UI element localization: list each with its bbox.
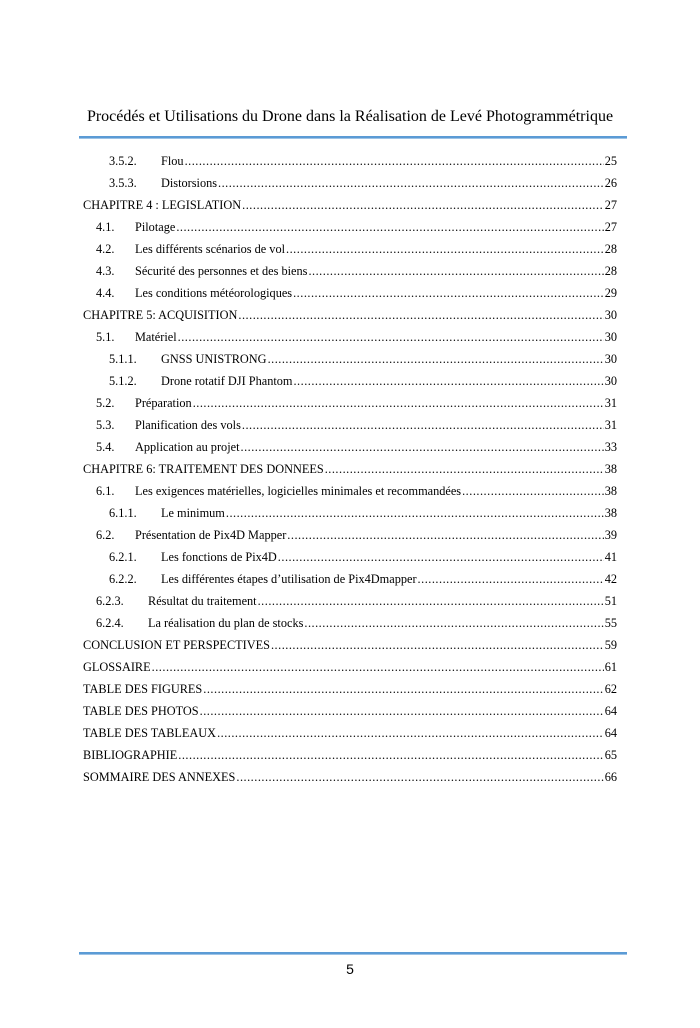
toc-dot-leader	[271, 638, 604, 652]
toc-entry-page: 64	[604, 704, 617, 718]
toc-dot-leader	[293, 374, 603, 388]
toc-entry[interactable]	[83, 564, 617, 586]
toc-entry-number: 4.4.	[96, 286, 115, 300]
toc-dot-leader	[218, 176, 604, 190]
toc-entry-title: Distorsions	[161, 176, 218, 190]
toc-entry-title: SOMMAIRE DES ANNEXES	[83, 770, 236, 784]
toc-entry-title: La réalisation du plan de stocks	[148, 616, 304, 630]
toc-entry-page: 29	[604, 286, 617, 300]
toc-entry-number: 3.5.3.	[109, 176, 137, 190]
toc-entry-title: CHAPITRE 6: TRAITEMENT DES DONNEES	[83, 462, 324, 476]
toc-entry-page: 38	[604, 462, 617, 476]
toc-entry[interactable]	[83, 674, 617, 696]
toc-entry-number: 3.5.2.	[109, 154, 137, 168]
toc-entry-page: 41	[604, 550, 617, 564]
toc-entry-page: 38	[604, 506, 617, 520]
toc-dot-leader	[308, 264, 603, 278]
toc-entry-title: CHAPITRE 4 : LEGISLATION	[83, 198, 242, 212]
toc-entry-page: 31	[604, 418, 617, 432]
toc-entry[interactable]	[83, 322, 617, 344]
toc-entry[interactable]	[83, 344, 617, 366]
toc-entry-title: Flou	[161, 154, 184, 168]
toc-entry-title: Sécurité des personnes et des biens	[135, 264, 308, 278]
toc-entry[interactable]	[83, 146, 617, 168]
toc-entry-page: 28	[604, 242, 617, 256]
toc-entry-page: 61	[604, 660, 617, 674]
toc-dot-leader	[418, 572, 604, 586]
toc-entry-number: 6.2.1.	[109, 550, 137, 564]
toc-entry-title: Le minimum	[161, 506, 225, 520]
toc-entry[interactable]	[83, 234, 617, 256]
toc-dot-leader	[268, 352, 604, 366]
toc-entry[interactable]	[83, 630, 617, 652]
toc-dot-leader	[325, 462, 604, 476]
toc-entry-number: 4.1.	[96, 220, 115, 234]
toc-entry-title: CHAPITRE 5: ACQUISITION	[83, 308, 238, 322]
toc-entry-number: 4.3.	[96, 264, 115, 278]
toc-entry-page: 27	[604, 220, 617, 234]
toc-entry-number: 6.2.4.	[96, 616, 124, 630]
toc-entry-page: 59	[604, 638, 617, 652]
toc-dot-leader	[185, 154, 604, 168]
toc-entry-title: Les différentes étapes d’utilisation de Pix4Dmapper	[161, 572, 417, 586]
toc-entry-title: TABLE DES PHOTOS	[83, 704, 199, 718]
toc-entry-page: 25	[604, 154, 617, 168]
toc-dot-leader	[203, 682, 603, 696]
toc-entry[interactable]	[83, 366, 617, 388]
toc-entry-number: 6.2.2.	[109, 572, 137, 586]
toc-entry-title: CONCLUSION ET PERSPECTIVES	[83, 638, 270, 652]
toc-entry[interactable]	[83, 410, 617, 432]
toc-entry[interactable]	[83, 300, 617, 322]
toc-dot-leader	[176, 220, 603, 234]
toc-entry[interactable]	[83, 696, 617, 718]
toc-dot-leader	[193, 396, 604, 410]
toc-entry-title: Matériel	[135, 330, 177, 344]
toc-entry[interactable]	[83, 652, 617, 674]
toc-entry-number: 5.2.	[96, 396, 115, 410]
toc-entry-title: Préparation	[135, 396, 192, 410]
toc-entry-page: 30	[604, 308, 617, 322]
toc-entry-page: 30	[604, 330, 617, 344]
toc-entry-title: Drone rotatif DJI Phantom	[161, 374, 293, 388]
toc-entry-title: Les exigences matérielles, logicielles minimales et recommandées	[135, 484, 462, 498]
toc-entry[interactable]	[83, 476, 617, 498]
toc-entry-title: Les différents scénarios de vol	[135, 242, 286, 256]
toc-entry[interactable]	[83, 212, 617, 234]
toc-entry[interactable]	[83, 542, 617, 564]
toc-entry-title: Résultat du traitement	[148, 594, 257, 608]
toc-entry-number: 6.1.1.	[109, 506, 137, 520]
toc-dot-leader	[258, 594, 604, 608]
toc-entry-title: Les conditions météorologiques	[135, 286, 293, 300]
toc-entry-page: 30	[604, 374, 617, 388]
toc-dot-leader	[242, 198, 604, 212]
toc-entry[interactable]	[83, 168, 617, 190]
toc-entry-number: 5.1.1.	[109, 352, 137, 366]
toc-dot-leader	[286, 242, 604, 256]
toc-entry[interactable]	[83, 256, 617, 278]
toc-entry-page: 31	[604, 396, 617, 410]
toc-entry-page: 30	[604, 352, 617, 366]
toc-dot-leader	[178, 330, 604, 344]
page-number: 5	[346, 961, 354, 977]
toc-dot-leader	[178, 748, 603, 762]
toc-entry-page: 51	[604, 594, 617, 608]
toc-dot-leader	[241, 440, 604, 454]
toc-entry[interactable]	[83, 762, 617, 784]
toc-entry-page: 33	[604, 440, 617, 454]
toc-entry-page: 62	[604, 682, 617, 696]
toc-entry-number: 5.1.2.	[109, 374, 137, 388]
toc-entry[interactable]	[83, 388, 617, 410]
toc-entry-page: 66	[604, 770, 617, 784]
toc-entry[interactable]	[83, 432, 617, 454]
toc-entry-title: TABLE DES FIGURES	[83, 682, 203, 696]
toc-entry-number: 5.1.	[96, 330, 115, 344]
toc-entry-title: BIBLIOGRAPHIE	[83, 748, 178, 762]
toc-dot-leader	[242, 418, 604, 432]
toc-dot-leader	[293, 286, 604, 300]
toc-entry-title: Planification des vols	[135, 418, 241, 432]
header-rule	[79, 136, 627, 139]
toc-entry-number: 6.2.3.	[96, 594, 124, 608]
toc-entry-number: 5.3.	[96, 418, 115, 432]
toc-dot-leader	[278, 550, 604, 564]
toc-entry-page: 64	[604, 726, 617, 740]
toc-dot-leader	[226, 506, 604, 520]
toc-entry[interactable]	[83, 454, 617, 476]
toc-entry-page: 42	[604, 572, 617, 586]
toc-entry-page: 55	[604, 616, 617, 630]
table-of-contents	[83, 146, 617, 784]
toc-entry-title: GLOSSAIRE	[83, 660, 151, 674]
footer-rule	[79, 952, 627, 955]
toc-dot-leader	[217, 726, 604, 740]
toc-entry-title: Pilotage	[135, 220, 176, 234]
toc-dot-leader	[287, 528, 603, 542]
toc-entry[interactable]	[83, 586, 617, 608]
toc-dot-leader	[152, 660, 604, 674]
toc-entry-title: Présentation de Pix4D Mapper	[135, 528, 287, 542]
toc-dot-leader	[304, 616, 603, 630]
toc-entry[interactable]	[83, 718, 617, 740]
toc-entry[interactable]	[83, 520, 617, 542]
toc-entry-title: Application au projet	[135, 440, 240, 454]
toc-dot-leader	[238, 308, 603, 322]
toc-entry-number: 5.4.	[96, 440, 115, 454]
toc-entry-page: 27	[604, 198, 617, 212]
toc-entry-page: 28	[604, 264, 617, 278]
toc-entry-number: 6.1.	[96, 484, 115, 498]
toc-entry-page: 65	[604, 748, 617, 762]
toc-entry-title: GNSS UNISTRONG	[161, 352, 267, 366]
toc-entry-page: 39	[604, 528, 617, 542]
toc-dot-leader	[236, 770, 603, 784]
toc-entry[interactable]	[83, 740, 617, 762]
toc-entry-number: 4.2.	[96, 242, 115, 256]
toc-entry-page: 26	[604, 176, 617, 190]
toc-entry-title: Les fonctions de Pix4D	[161, 550, 277, 564]
toc-dot-leader	[200, 704, 604, 718]
toc-entry[interactable]	[83, 498, 617, 520]
toc-entry-number: 6.2.	[96, 528, 115, 542]
toc-entry[interactable]	[83, 608, 617, 630]
document-header-title: Procédés et Utilisations du Drone dans la Réalisation de Levé Photogrammétrique	[86, 108, 614, 125]
toc-entry-page: 38	[604, 484, 617, 498]
toc-entry[interactable]	[83, 190, 617, 212]
toc-entry[interactable]	[83, 278, 617, 300]
toc-entry-title: TABLE DES TABLEAUX	[83, 726, 217, 740]
toc-dot-leader	[462, 484, 604, 498]
